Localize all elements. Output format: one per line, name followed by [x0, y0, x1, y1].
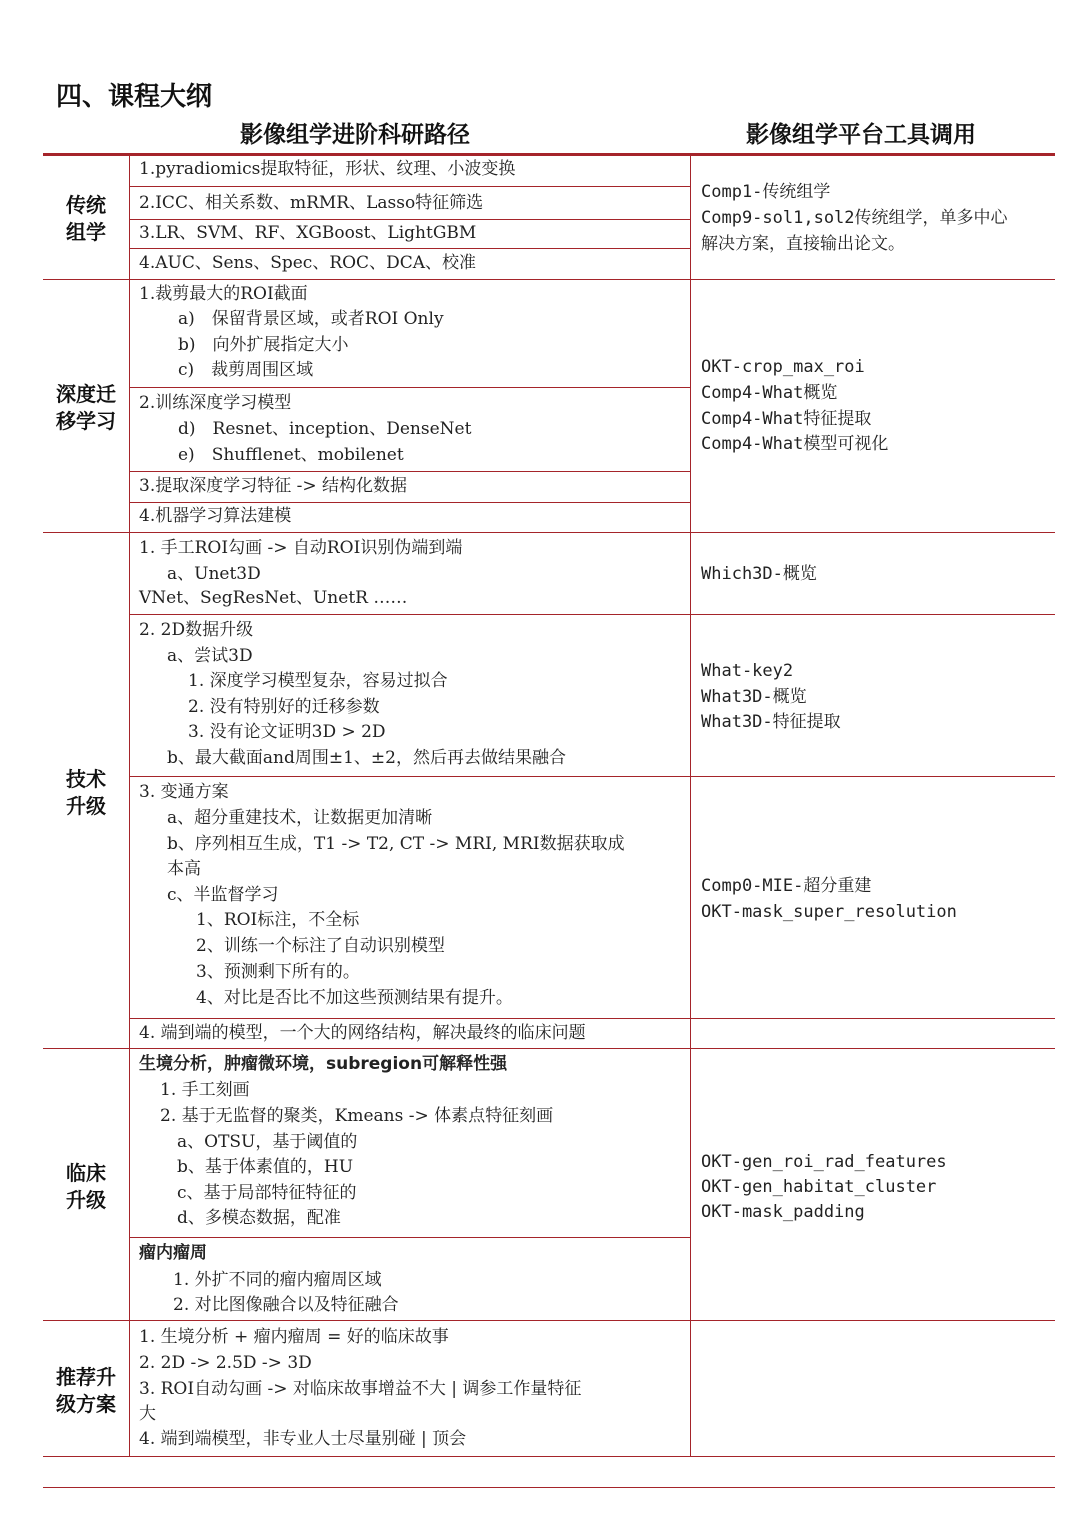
section-divider — [43, 279, 1055, 280]
tool-item: What-key2 — [701, 661, 794, 681]
row-divider — [129, 471, 691, 472]
tool-item: OKT-crop_max_roi — [701, 357, 865, 377]
tool-item: Which3D-概览 — [701, 564, 817, 584]
tool-item: Comp1-传统组学 — [701, 182, 831, 202]
category-divider — [129, 156, 130, 1456]
category-clinical-upgrade: 临床 升级 — [66, 1161, 106, 1212]
tool-item: Comp4-What概览 — [701, 383, 838, 403]
list-item: 2、训练一个标注了自动识别模型 — [196, 936, 445, 956]
list-item: a、超分重建技术，让数据更加清晰 — [167, 808, 433, 828]
list-item: 2. 2D -> 2.5D -> 3D — [139, 1353, 312, 1373]
tool-item: OKT-mask_padding — [701, 1202, 865, 1222]
tool-item: OKT-gen_habitat_cluster — [701, 1177, 937, 1197]
list-item: b、最大截面and周围±1、±2，然后再去做结果融合 — [167, 748, 566, 768]
section-divider — [43, 532, 1055, 533]
list-item: 1. 生境分析 + 瘤内瘤周 = 好的临床故事 — [139, 1327, 449, 1347]
list-item: 1、ROI标注，不全标 — [196, 910, 360, 930]
tool-item: What3D-特征提取 — [701, 712, 841, 732]
section-subtitle: 生境分析，肿瘤微环境，subregion可解释性强 — [139, 1054, 508, 1074]
section-divider — [43, 1320, 1055, 1321]
category-recommend: 推荐升 级方案 — [56, 1365, 116, 1416]
list-item: b、序列相互生成，T1 -> T2, CT -> MRI, MRI数据获取成 — [167, 834, 625, 854]
row-divider — [129, 614, 1055, 615]
row-divider — [129, 1237, 691, 1238]
list-item: 3、预测剩下所有的。 — [196, 962, 360, 982]
list-item: 本高 — [167, 859, 201, 879]
list-item: 1.pyradiomics提取特征，形状、纹理、小波变换 — [139, 159, 516, 179]
list-item: 2. 2D数据升级 — [139, 620, 254, 640]
list-item: 2. 对比图像融合以及特征融合 — [173, 1295, 399, 1315]
list-item: c) 裁剪周围区域 — [178, 360, 314, 380]
list-item: VNet、SegResNet、UnetR …… — [139, 588, 408, 608]
column-header-path: 影像组学进阶科研路径 — [240, 122, 470, 148]
column-header-tools: 影像组学平台工具调用 — [746, 122, 976, 148]
list-item: 3.LR、SVM、RF、XGBoost、LightGBM — [139, 223, 477, 243]
list-item: a) 保留背景区域，或者ROI Only — [178, 309, 444, 329]
list-item: d) Resnet、inception、DenseNet — [178, 419, 472, 439]
list-item: 2. 基于无监督的聚类，Kmeans -> 体素点特征刻画 — [160, 1106, 554, 1126]
list-item: 1. 手工ROI勾画 -> 自动ROI识别伪端到端 — [139, 538, 463, 558]
category-tech-upgrade: 技术 升级 — [66, 767, 106, 818]
row-divider — [129, 248, 691, 249]
tool-item: Comp4-What特征提取 — [701, 409, 872, 429]
list-item: a、OTSU，基于阈值的 — [177, 1132, 358, 1152]
tool-item: What3D-概览 — [701, 687, 807, 707]
list-item: c、基于局部特征特征的 — [177, 1183, 357, 1203]
row-divider — [129, 387, 691, 388]
tool-item: OKT-gen_roi_rad_features — [701, 1152, 947, 1172]
tool-item: Comp0-MIE-超分重建 — [701, 876, 872, 896]
list-item: a、尝试3D — [167, 646, 253, 666]
section-divider — [43, 1048, 1055, 1049]
category-deep-transfer: 深度迁 移学习 — [56, 382, 116, 433]
tool-item: 解决方案，直接输出论文。 — [701, 234, 905, 254]
tools-divider — [690, 156, 691, 1456]
section-subtitle: 瘤内瘤周 — [139, 1243, 207, 1263]
list-item: 3. 变通方案 — [139, 782, 229, 802]
header-rule — [43, 153, 1055, 156]
list-item: b、基于体素值的，HU — [177, 1157, 354, 1177]
row-divider — [129, 776, 1055, 777]
row-divider — [129, 1018, 1055, 1019]
list-item: 4. 端到端模型，非专业人士尽量别碰 | 顶会 — [139, 1429, 467, 1449]
list-item: c、半监督学习 — [167, 885, 279, 905]
row-divider — [129, 502, 691, 503]
list-item: a、Unet3D — [167, 564, 261, 584]
list-item: 3. 没有论文证明3D > 2D — [188, 722, 386, 742]
list-item: 大 — [139, 1404, 156, 1424]
tool-item: Comp4-What模型可视化 — [701, 434, 889, 454]
section-divider — [43, 1456, 1055, 1457]
list-item: 4. 端到端的模型，一个大的网络结构，解决最终的临床问题 — [139, 1023, 586, 1043]
list-item: 4、对比是否比不加这些预测结果有提升。 — [196, 988, 513, 1008]
bottom-rule — [43, 1487, 1055, 1488]
list-item: 3. ROI自动勾画 -> 对临床故事增益不大 | 调参工作量特征 — [139, 1379, 582, 1399]
list-item: 1. 外扩不同的瘤内瘤周区域 — [173, 1270, 382, 1290]
list-item: 1. 手工刻画 — [160, 1080, 250, 1100]
list-item: e) Shufflenet、mobilenet — [178, 445, 404, 465]
list-item: 2.训练深度学习模型 — [139, 393, 292, 413]
tool-item: OKT-mask_super_resolution — [701, 902, 957, 922]
list-item: 4.机器学习算法建模 — [139, 506, 292, 526]
list-item: b) 向外扩展指定大小 — [178, 335, 349, 355]
list-item: 1.裁剪最大的ROI截面 — [139, 284, 308, 304]
tool-item: Comp9-sol1,sol2传统组学，单多中心 — [701, 208, 1008, 228]
category-traditional: 传统 组学 — [66, 193, 106, 244]
row-divider — [129, 186, 691, 187]
list-item: 4.AUC、Sens、Spec、ROC、DCA、校准 — [139, 253, 476, 273]
list-item: 3.提取深度学习特征 -> 结构化数据 — [139, 476, 408, 496]
list-item: 1. 深度学习模型复杂，容易过拟合 — [188, 671, 448, 691]
list-item: d、多模态数据，配准 — [177, 1208, 341, 1228]
list-item: 2.ICC、相关系数、mRMR、Lasso特征筛选 — [139, 193, 484, 213]
page-title: 四、课程大纲 — [56, 82, 213, 112]
row-divider — [129, 219, 691, 220]
list-item: 2. 没有特别好的迁移参数 — [188, 697, 380, 717]
